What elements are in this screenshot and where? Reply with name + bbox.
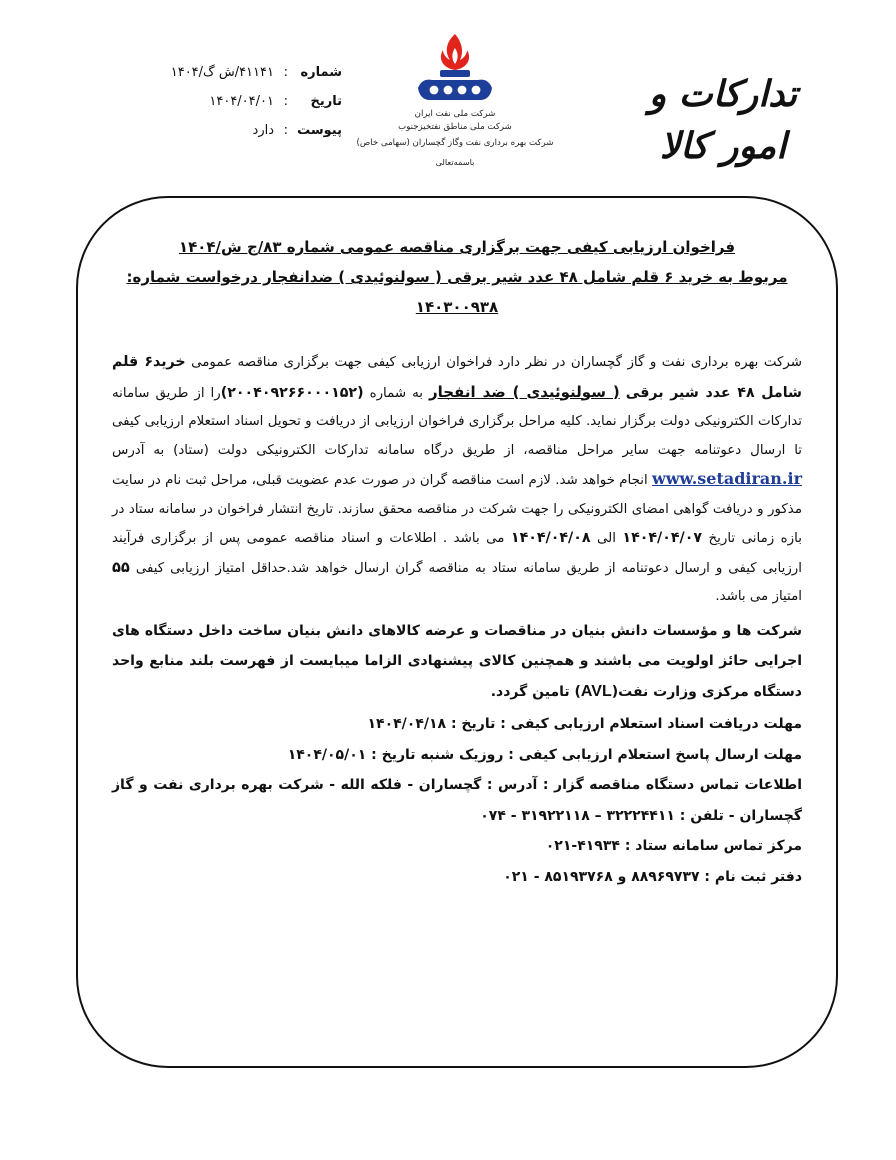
registration-office: دفتر ثبت نام : ۸۸۹۶۹۷۳۷ و ۸۵۱۹۳۷۶۸ - ۰۲۱ <box>503 868 802 885</box>
notice-body <box>112 348 802 892</box>
meta-date-label: تاریخ <box>310 94 342 109</box>
meta-attachment-value: دارد <box>252 123 274 138</box>
p2-closing: ) تامین گردد. <box>490 683 581 700</box>
notice-paragraph-2 <box>112 616 802 708</box>
company-name-nioc: شرکت ملی نفت ایران <box>414 109 496 119</box>
contact-info: اطلاعات تماس دستگاه مناقصه گزار : آدرس : گچساران - فلکه الله - شرکت بهره برداری نفت و گاز گچساران - تلفن : ۳۲۲۲۴۴۱۱ – ۳۱۹۲۲۱۱۸ - ۰۷۴ <box>112 777 802 824</box>
letter-meta <box>120 58 342 145</box>
p1-number-label: به شماره <box>369 385 423 401</box>
company-name-nisoc: شرکت ملی مناطق نفتخیزجنوب <box>398 122 512 132</box>
p1-date-from: ۱۴۰۴/۰۴/۰۷ <box>622 530 703 546</box>
meta-attachment-row: پیوست:دارد <box>120 116 342 145</box>
meta-date-value: ۱۴۰۴/۰۴/۰۱ <box>209 94 274 109</box>
p1-item-bold: خرید۶ قلم شامل ۴۸ عدد شیر برقی <box>112 354 802 401</box>
meta-number-label: شماره <box>300 65 342 80</box>
meta-date-row: تاریخ:۱۴۰۴/۰۴/۰۱ <box>120 87 342 116</box>
p1-date-to: ۱۴۰۴/۰۴/۰۸ <box>510 530 591 546</box>
notice-details <box>112 709 802 892</box>
p1-closing: امتیاز می باشد. <box>715 589 802 604</box>
p1-intro: شرکت بهره برداری نفت و گاز گچساران در نظر دارد فراخوان ارزیابی کیفی جهت برگزاری مناقصه عمومی <box>191 355 802 370</box>
p1-between: الی <box>597 531 616 546</box>
company-header <box>350 30 560 169</box>
deadline-send: مهلت ارسال پاسخ استعلام ارزیابی کیفی : روزیک شنبه تاریخ : ۱۴۰۴/۰۵/۰۱ <box>287 746 802 763</box>
nioc-logo-icon <box>410 30 500 108</box>
notice-title-line2: مربوط به خرید ۶ قلم شامل ۴۸ عدد شیر برقی ( سولنوئیدی ) ضدانفجار درخواست شماره: <box>126 268 788 286</box>
notice-paragraph-1 <box>112 348 802 612</box>
invocation: باسمه‌تعالی <box>435 157 475 167</box>
p1-body: را از طریق سامانه تدارکات الکترونیکی دولت برگزار نماید. کلیه مراحل برگزاری فراخوان ارزیابی از دریافت و تحویل اسناد استعلام ارزیابی کیفی تا ارسال دعوتنامه جهت سایر مراحل مناقصه، از طریق درگاه سامانه تدارکات الکترونیکی دولت (ستاد) به آدرس <box>112 385 802 458</box>
p2-avl: AVL <box>580 682 612 700</box>
notice-request-number: ۱۴۰۳۰۰۹۳۸ <box>415 298 499 316</box>
p1-min-score: ۵۵ <box>112 558 130 576</box>
p1-body-3: می باشد . اطلاعات و اسناد مناقصه عمومی پس از برگزاری فرآیند ارزیابی کیفی و ارسال دعوتنامه از طریق سامانه ستاد به مناقصه گران ارسال خواهد شد.حداقل امتیاز ارزیابی کیفی <box>112 531 802 576</box>
brand-title: تدارکات و امور کالا <box>648 73 798 167</box>
meta-number-value: ۴۱۱۴۱/ش گ/۱۴۰۴ <box>170 65 274 80</box>
meta-number-row: شماره:۴۱۱۴۱/ش گ/۱۴۰۴ <box>120 58 342 87</box>
p2-body: شرکت ها و مؤسسات دانش بنیان در مناقصات و عرضه کالاهای دانش بنیان ساخت داخل دستگاه های اجرایی حائز اولویت می باشند و همچنین کالای پیشنهادی الزاما میبایست از فهرست بلند منابع واحد دستگاه مرکزی وزارت نفت( <box>112 622 802 700</box>
notice-title-line1: فراخوان ارزیابی کیفی جهت برگزاری مناقصه عمومی شماره ۸۳/ج ش/۱۴۰۴ <box>178 238 736 256</box>
setad-contact: مرکز تماس سامانه ستاد : ۴۱۹۳۴-۰۲۱ <box>545 838 802 854</box>
setadiran-link[interactable]: www.setadiran.ir <box>652 469 802 488</box>
meta-attachment-label: پیوست <box>297 123 342 138</box>
p1-body-2: انجام خواهد شد. لازم است مناقصه گران در صورت عدم عضویت قبلی، مراحل ثبت نام در سایت مذکور و دریافت گواهی امضای الکترونیکی را جهت شرکت در مناقصه محقق سازند. تاریخ انتشار فراخوان در سامانه ستاد در بازه زمانی تاریخ <box>112 473 802 546</box>
p1-tender-number: (۲۰۰۴۰۹۲۶۶۰۰۰۱۵۲) <box>220 384 364 401</box>
company-name-gachsaran: شرکت بهره برداری نفت وگاز گچساران (سهامی خاص) <box>356 138 554 148</box>
notice-heading <box>112 232 802 322</box>
p1-item-underlined: ( سولنوئیدی ) ضد انفجار <box>428 382 620 401</box>
deadline-receive: مهلت دریافت اسناد استعلام ارزیابی کیفی : تاریخ : ۱۴۰۴/۰۴/۱۸ <box>367 716 802 732</box>
